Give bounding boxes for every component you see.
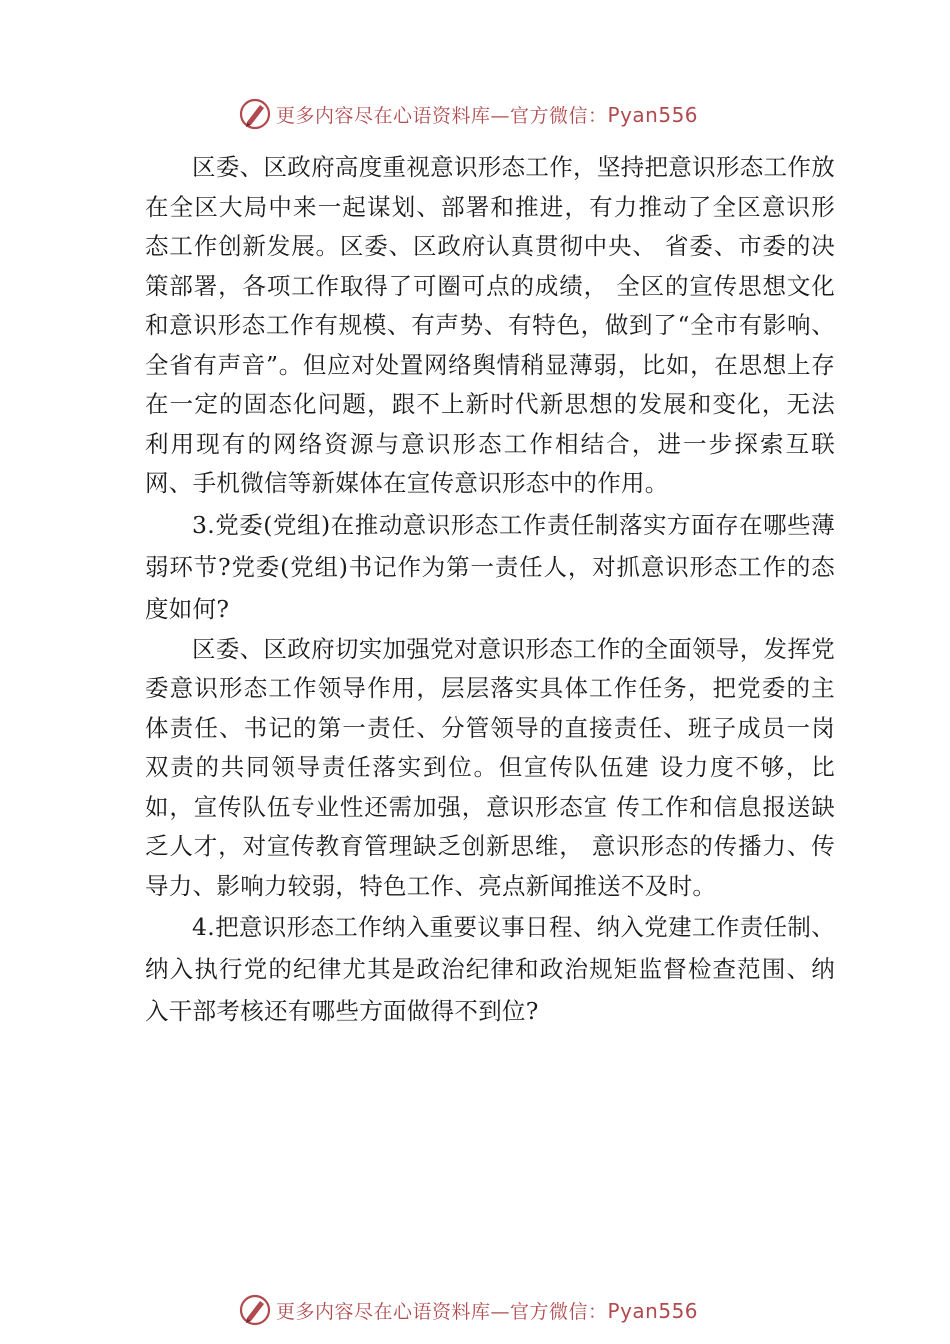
- watermark-main: 更多内容尽在心语资料库: [276, 104, 491, 127]
- pen-logo-icon: [238, 1293, 272, 1327]
- watermark-separator: —: [490, 104, 511, 127]
- question-3: 3.党委(党组)在推动意识形态工作责任制落实方面存在哪些薄弱环节?党委(党组)书记作为第一责任人，对抓意识形态工作的态度如何?: [145, 510, 835, 623]
- footer-watermark: [238, 1292, 698, 1328]
- watermark-text: [276, 1297, 698, 1324]
- watermark-text: [276, 101, 698, 128]
- watermark-id: Pyan556: [607, 102, 699, 127]
- pen-logo-icon: [238, 97, 272, 131]
- watermark-main: 更多内容尽在心语资料库: [276, 1300, 491, 1323]
- watermark-sub: 官方微信：: [510, 1300, 608, 1323]
- watermark-id: Pyan556: [607, 1298, 699, 1323]
- paragraph-answer-3: 区委、区政府切实加强党对意识形态工作的全面领导，发挥党委意识形态工作领导作用，层层落实具体工作任务，把党委的主体责任、书记的第一责任、分管领导的直接责任、班子成员一岗双责的共同领导责任落实到位。但宣传队伍建 设力度不够，比如，宣传队伍专业性还需加强，意识形态宣 传工作和信息报送缺乏人才，对宣传教育管理缺乏创新思维， 意识形态的传播力、传导力、影响力较弱，特色工作、亮点新闻推送不及时。: [145, 634, 835, 900]
- paragraph-answer-2: 区委、区政府高度重视意识形态工作，坚持把意识形态工作放在全区大局中来一起谋划、部署和推进，有力推动了全区意识形态工作创新发展。区委、区政府认真贯彻中央、 省委、市委的决策部署，各项工作取得了可圈可点的成绩， 全区的宣传思想文化和意识形态工作有规模、有声势、有特色，做到了“全市有影响、全省有声音”。但应对处置网络舆情稍显薄弱，比如，在思想上存在一定的固态化问题，跟不上新时代新思想的发展和变化，无法利用现有的网络资源与意识形态工作相结合，进一步探索互联网、手机微信等新媒体在宣传意识形态中的作用。: [145, 153, 835, 497]
- question-4: 4.把意识形态工作纳入重要议事日程、纳入党建工作责任制、纳入执行党的纪律尤其是政治纪律和政治规矩监督检查范围、纳入干部考核还有哪些方面做得不到位?: [145, 913, 835, 1025]
- watermark-separator: —: [490, 1300, 511, 1323]
- document-body: [145, 148, 835, 1032]
- header-watermark: [238, 96, 698, 132]
- watermark-sub: 官方微信：: [510, 104, 608, 127]
